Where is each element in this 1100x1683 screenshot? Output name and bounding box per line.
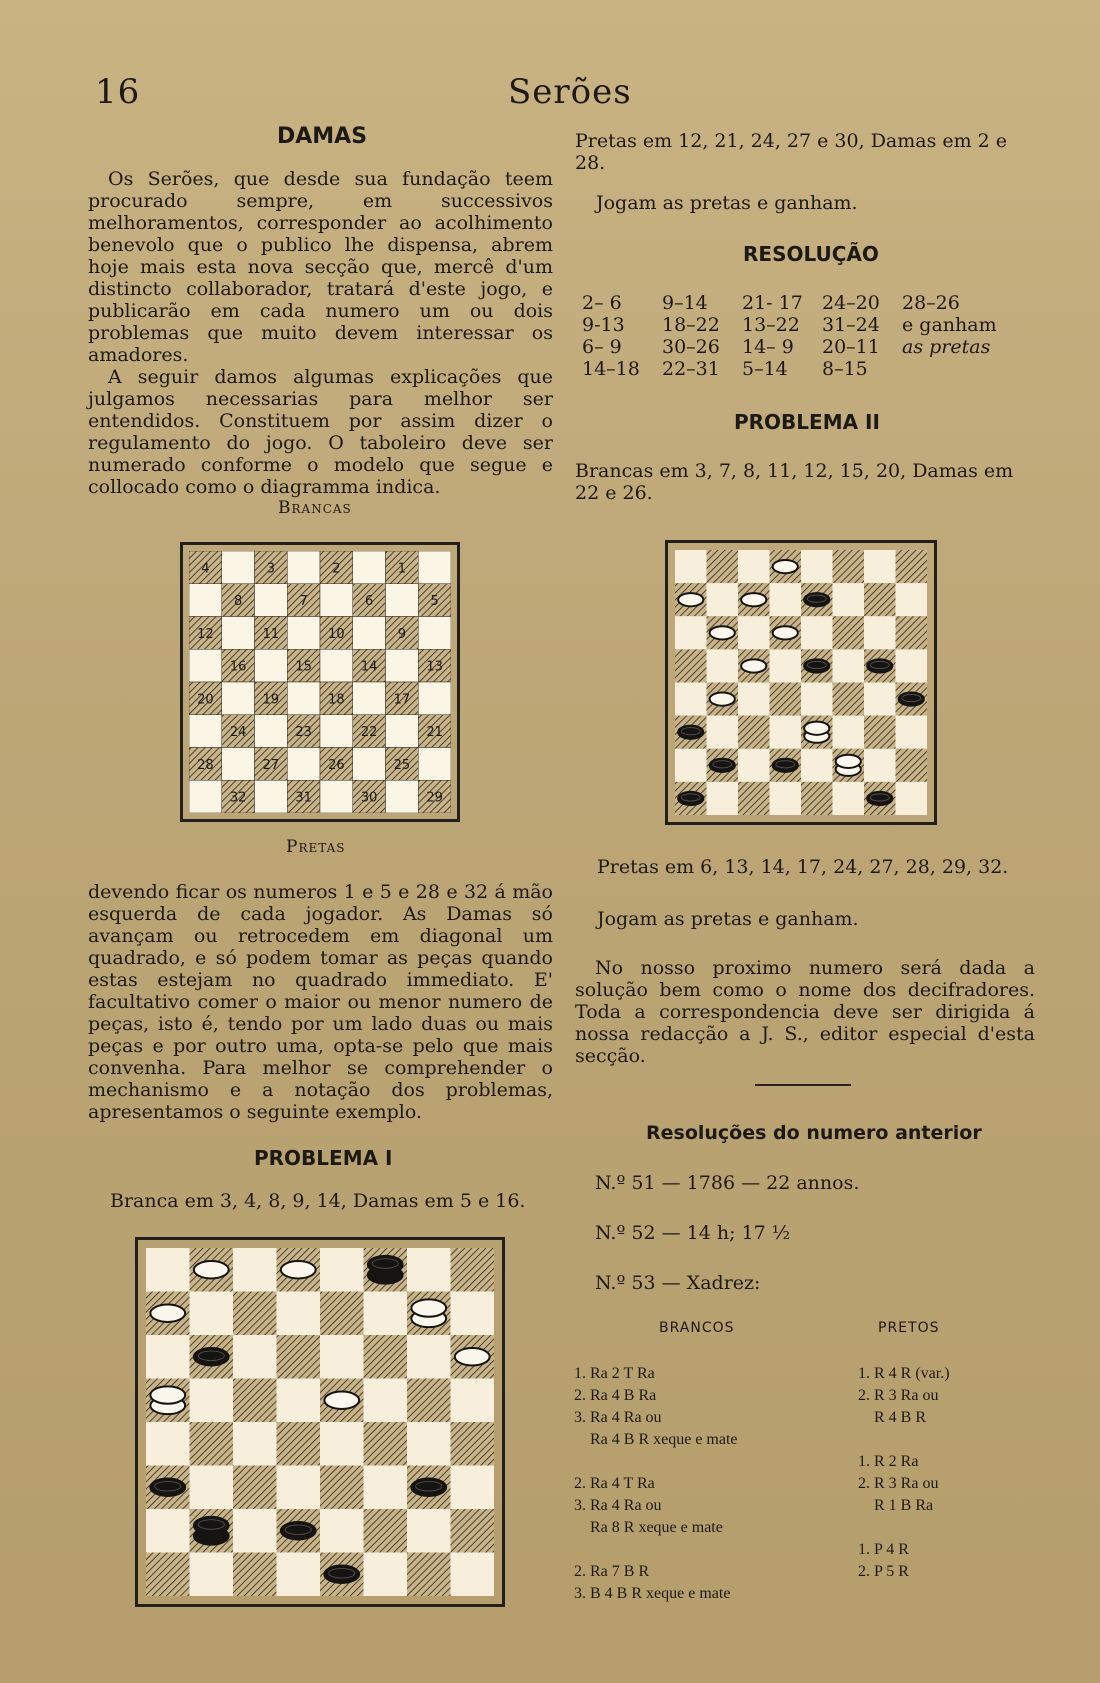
board-light-square [320, 1509, 364, 1553]
resolucao-cell: 24–20 [822, 292, 880, 314]
white-man-piece [741, 593, 766, 606]
resolucao-cell: 18–22 [662, 314, 720, 336]
board-playable-square [255, 649, 288, 682]
brancos-move: Ra 4 B R xeque e mate [590, 1431, 738, 1448]
square-number-label: 11 [262, 626, 280, 642]
resolucao-cell: 21- 17 [742, 292, 803, 314]
white-king-piece [836, 755, 861, 776]
black-man-piece [804, 659, 829, 672]
board-light-square [451, 1292, 495, 1336]
board-light-square [707, 782, 739, 815]
board-playable-square [222, 551, 255, 584]
board-light-square [233, 1248, 277, 1292]
board-light-square [451, 1379, 495, 1423]
square-number-label: 27 [262, 757, 280, 773]
board-hatched-square [364, 1422, 408, 1466]
board-light-square [364, 1466, 408, 1510]
square-number-label: 8 [233, 594, 243, 610]
black-man-piece [150, 1479, 185, 1496]
p1-jogam: Jogam as pretas e ganham. [596, 192, 858, 214]
black-king-piece [194, 1517, 229, 1545]
board-light-square [770, 716, 802, 749]
board-playable-square [386, 780, 419, 813]
board-hatched-square [233, 1292, 277, 1336]
pretos-move: R 1 B Ra [874, 1497, 934, 1514]
board-light-square [738, 683, 770, 716]
square-number-label: 13 [426, 659, 443, 675]
white-man-piece [324, 1392, 359, 1409]
board-playable-square [353, 551, 386, 584]
pretos-move: 2. R 3 Ra ou [858, 1387, 939, 1404]
square-number-label: 24 [229, 725, 247, 741]
board-light-square [801, 749, 833, 782]
board-light-square [364, 1379, 408, 1423]
white-man-piece [773, 560, 798, 573]
section-title: DAMAS [277, 124, 368, 149]
board-hatched-square [864, 716, 896, 749]
board-light-square [896, 583, 928, 616]
label-brancos: BRANCOS [659, 1320, 735, 1336]
square-number-label: 3 [266, 561, 276, 577]
board-light-square [320, 1335, 364, 1379]
board-light-square [864, 616, 896, 649]
problem2-board-frame [665, 540, 937, 825]
board-hatched-square [277, 1422, 321, 1466]
board-hatched-square [451, 1509, 495, 1553]
brancos-move: Ra 8 R xeque e mate [590, 1519, 723, 1536]
board-hatched-square [146, 1553, 190, 1597]
intro-paragraph: Os Serões, que desde sua fundação teem procurado sempre, em successivos melhoramentos, corresponder ao acolhimento benevolo que o publico lhe dispensa, abrem hoje mais esta nova secção que, mercê d'um distincto collaborador, tratará d'este jogo, e publicarão em cada numero um ou dois problemas que muito devem interessar os amadores. [88, 168, 553, 366]
board-hatched-square [707, 550, 739, 583]
board-light-square [675, 616, 707, 649]
board-light-square [407, 1422, 451, 1466]
board-hatched-square [233, 1379, 277, 1423]
board-playable-square [418, 748, 451, 781]
board-hatched-square [407, 1379, 451, 1423]
white-man-piece [710, 626, 735, 639]
board-light-square [738, 616, 770, 649]
pretos-move [858, 1517, 1058, 1539]
resolucoes-title: Resoluções do numero anterior [646, 1122, 982, 1144]
board-light-square [407, 1509, 451, 1553]
problem1-position: Branca em 3, 4, 8, 9, 14, Damas em 5 e 16. [110, 1190, 526, 1212]
board-playable-square [189, 649, 222, 682]
numbered-board [189, 551, 451, 813]
square-number-label: 21 [426, 725, 443, 741]
board-playable-square [189, 715, 222, 748]
white-man-piece [678, 593, 703, 606]
board-light-square [320, 1248, 364, 1292]
board-playable-square [353, 748, 386, 781]
square-number-label: 16 [229, 659, 247, 675]
square-number-label: 14 [360, 659, 378, 675]
black-man-piece [678, 792, 703, 805]
resolucao-cell: 31–24 [822, 314, 880, 336]
board-light-square [190, 1379, 234, 1423]
board-light-square [833, 583, 865, 616]
problem2-title: PROBLEMA II [734, 410, 880, 434]
board-hatched-square [801, 782, 833, 815]
brancos-move: 2. Ra 7 B R [574, 1563, 650, 1580]
rules-block [88, 881, 553, 1123]
board-playable-square [418, 551, 451, 584]
board-light-square [146, 1335, 190, 1379]
square-number-label: 15 [295, 659, 312, 675]
square-number-label: 25 [393, 757, 411, 773]
board-light-square [801, 683, 833, 716]
board-light-square [707, 716, 739, 749]
board-light-square [896, 649, 928, 682]
black-man-piece [678, 726, 703, 739]
board-light-square [364, 1292, 408, 1336]
black-king-piece [368, 1256, 403, 1284]
board-playable-square [189, 584, 222, 617]
square-number-label: 6 [364, 594, 374, 610]
board-playable-square [255, 715, 288, 748]
resolucao-row [582, 358, 1022, 380]
resolucao-row [582, 314, 1022, 336]
board-hatched-square [364, 1335, 408, 1379]
board-hatched-square [277, 1335, 321, 1379]
board-light-square [864, 683, 896, 716]
resolucao-cell: 5–14 [742, 358, 788, 380]
board-light-square [407, 1335, 451, 1379]
white-man-piece [455, 1348, 490, 1365]
board-light-square [233, 1422, 277, 1466]
board-hatched-square [320, 1292, 364, 1336]
brancos-moves [574, 1363, 824, 1605]
board-playable-square [320, 715, 353, 748]
board-light-square [675, 683, 707, 716]
resolucao-cell: 28–26 [902, 292, 960, 314]
board-light-square [451, 1466, 495, 1510]
board-hatched-square [738, 782, 770, 815]
pretos-move: R 4 B R [874, 1409, 927, 1426]
white-man-piece [741, 659, 766, 672]
resolucao-cell: 9–14 [662, 292, 708, 314]
board-light-square [707, 583, 739, 616]
board-light-square [146, 1248, 190, 1292]
board-hatched-square [190, 1422, 234, 1466]
res-item-53: N.º 53 — Xadrez: [595, 1272, 761, 1294]
p2-brancas: Brancas em 3, 7, 8, 11, 12, 15, 20, Damas em 22 e 26. [575, 460, 1014, 504]
board-hatched-square [896, 550, 928, 583]
p1-pretas: Pretas em 12, 21, 24, 27 e 30, Damas em 2 e 28. [575, 130, 1008, 174]
square-number-label: 10 [328, 626, 345, 642]
black-man-piece [899, 692, 924, 705]
board-light-square [770, 583, 802, 616]
board-light-square [864, 749, 896, 782]
problem1-board [146, 1248, 494, 1596]
board-light-square [675, 550, 707, 583]
label-pretos: PRETOS [878, 1320, 940, 1336]
board-playable-square [320, 780, 353, 813]
p2-jogam: Jogam as pretas e ganham. [597, 908, 859, 930]
section-divider [755, 1084, 851, 1086]
square-number-label: 31 [295, 790, 312, 806]
brancos-move: 1. Ra 2 T Ra [574, 1365, 655, 1382]
black-man-piece [194, 1348, 229, 1365]
notice-paragraph: No nosso proximo numero será dada a solução bem como o nome dos decifradores. Toda a correspondencia deve ser dirigida á nossa redacção a J. S., editor especial d'esta secção. [575, 957, 1035, 1067]
square-number-label: 12 [197, 626, 214, 642]
resolucao-title: RESOLUÇÃO [743, 242, 879, 266]
board-light-square [320, 1422, 364, 1466]
square-number-label: 23 [295, 725, 312, 741]
white-man-piece [773, 626, 798, 639]
square-number-label: 19 [262, 692, 280, 708]
resolucao-cell: 13–22 [742, 314, 800, 336]
board-light-square [896, 782, 928, 815]
board-light-square [770, 649, 802, 682]
white-king-piece [804, 722, 829, 743]
resolucao-cell: 14–18 [582, 358, 640, 380]
board-light-square [833, 649, 865, 682]
board-light-square [146, 1422, 190, 1466]
board-light-square [190, 1466, 234, 1510]
resolucao-row [582, 292, 1022, 314]
board-playable-square [386, 584, 419, 617]
brancos-move: 3. Ra 4 Ra ou [574, 1497, 662, 1514]
board-playable-square [255, 584, 288, 617]
board-light-square [233, 1509, 277, 1553]
resolucao-cell: 30–26 [662, 336, 720, 358]
black-man-piece [281, 1522, 316, 1539]
board-hatched-square [896, 616, 928, 649]
board-playable-square [353, 682, 386, 715]
board-playable-square [353, 617, 386, 650]
black-man-piece [773, 759, 798, 772]
resolucao-cell: 6– 9 [582, 336, 622, 358]
board-light-square [146, 1509, 190, 1553]
board-playable-square [287, 551, 320, 584]
square-number-label: 7 [299, 594, 308, 610]
board-light-square [833, 782, 865, 815]
board-light-square [896, 716, 928, 749]
board-hatched-square [233, 1466, 277, 1510]
resolucao-table [582, 292, 1022, 380]
res-item-52: N.º 52 — 14 h; 17 ½ [595, 1222, 791, 1244]
brancos-move [574, 1451, 824, 1473]
pretos-move [858, 1583, 1058, 1605]
board-playable-square [418, 682, 451, 715]
board-hatched-square [833, 616, 865, 649]
square-number-label: 17 [393, 692, 411, 708]
board-playable-square [386, 649, 419, 682]
rules-paragraph: devendo ficar os numeros 1 e 5 e 28 e 32 á mão esquerda de cada jogador. As Damas só avançam ou retrocedem em diagonal um quadrado, e só podem tomar as peças quando estas estejam no quadrado immediato. E' facultativo comer o maior ou menor numero de peças, isto é, tendo por um lado duas ou mais peças e por outro uma, opta-se pelo que mais convenha. Para melhor se comprehender o mechanismo e a notação dos problemas, apresentamos o seguinte exemplo. [88, 881, 553, 1123]
resolucao-cell: 20–11 [822, 336, 880, 358]
white-king-piece [411, 1299, 446, 1327]
square-number-label: 30 [360, 790, 378, 806]
board-playable-square [222, 748, 255, 781]
res-item-51: N.º 51 — 1786 — 22 annos. [595, 1172, 860, 1194]
numbered-board-frame [180, 542, 460, 822]
board-light-square [190, 1292, 234, 1336]
brancos-move: 2. Ra 4 T Ra [574, 1475, 655, 1492]
board-light-square [675, 749, 707, 782]
square-number-label: 20 [197, 692, 214, 708]
board-hatched-square [833, 683, 865, 716]
board-light-square [407, 1248, 451, 1292]
white-man-piece [150, 1305, 185, 1322]
board-light-square [233, 1335, 277, 1379]
board-hatched-square [451, 1248, 495, 1292]
board-playable-square [418, 617, 451, 650]
resolucao-cell: 9-13 [582, 314, 625, 336]
board-light-square [190, 1553, 234, 1597]
brancos-move [574, 1539, 824, 1561]
board-playable-square [386, 715, 419, 748]
board-playable-square [222, 682, 255, 715]
white-king-piece [150, 1386, 185, 1414]
board-light-square [738, 749, 770, 782]
explanation-paragraph: A seguir damos algumas explicações que julgamos necessarias para melhor ser entendidos. Constituem por assim dizer o regulamento do jogo. O taboleiro deve ser numerado conforme o modelo que segue e collocado como o diagramma indica. [88, 366, 553, 498]
board-hatched-square [451, 1422, 495, 1466]
black-man-piece [867, 792, 892, 805]
pretos-move: 1. R 4 R (var.) [858, 1365, 950, 1382]
board-hatched-square [738, 716, 770, 749]
problem2-board [675, 550, 927, 815]
resolucao-cell: 22–31 [662, 358, 720, 380]
board-playable-square [320, 584, 353, 617]
board-hatched-square [896, 749, 928, 782]
board-light-square [277, 1292, 321, 1336]
brancos-move: 3. B 4 B R xeque e mate [574, 1585, 731, 1602]
board-playable-square [287, 617, 320, 650]
board-light-square [738, 550, 770, 583]
square-number-label: 2 [332, 561, 341, 577]
square-number-label: 4 [201, 561, 210, 577]
board-light-square [277, 1379, 321, 1423]
board-playable-square [287, 748, 320, 781]
board-hatched-square [233, 1553, 277, 1597]
board-hatched-square [864, 583, 896, 616]
board-light-square [864, 550, 896, 583]
board-light-square [364, 1553, 408, 1597]
pretos-move: 2. P 5 R [858, 1563, 909, 1580]
board-playable-square [320, 649, 353, 682]
intro-block [88, 168, 553, 498]
p2-pretas: Pretas em 6, 13, 14, 17, 24, 27, 28, 29, 32. [597, 856, 1009, 878]
square-number-label: 9 [397, 626, 407, 642]
square-number-label: 32 [229, 790, 247, 806]
notice-block [575, 957, 1035, 1067]
board-playable-square [222, 617, 255, 650]
problem1-board-frame [135, 1237, 505, 1607]
white-man-piece [281, 1261, 316, 1278]
board-light-square [277, 1466, 321, 1510]
board-light-square [770, 782, 802, 815]
pretos-move: 1. R 2 Ra [858, 1453, 919, 1470]
brancos-move: 3. Ra 4 Ra ou [574, 1409, 662, 1426]
black-man-piece [411, 1479, 446, 1496]
problem1-title: PROBLEMA I [254, 1146, 393, 1170]
board-hatched-square [675, 649, 707, 682]
board-light-square [707, 649, 739, 682]
label-brancas: Brancas [278, 498, 352, 518]
square-number-label: 1 [397, 561, 407, 577]
resolucao-cell: as pretas [902, 336, 991, 358]
black-man-piece [324, 1566, 359, 1583]
board-light-square [801, 550, 833, 583]
label-pretas: Pretas [286, 837, 346, 857]
running-title: Serões [508, 72, 632, 112]
pretos-moves [858, 1363, 1058, 1605]
resolucao-row [582, 336, 1022, 358]
page-number: 16 [95, 72, 141, 112]
resolucao-cell: 8–15 [822, 358, 868, 380]
board-light-square [833, 716, 865, 749]
board-light-square [277, 1553, 321, 1597]
pretos-move: 2. R 3 Ra ou [858, 1475, 939, 1492]
board-hatched-square [770, 683, 802, 716]
black-man-piece [867, 659, 892, 672]
white-man-piece [710, 692, 735, 705]
board-light-square [451, 1553, 495, 1597]
board-hatched-square [833, 550, 865, 583]
board-hatched-square [320, 1466, 364, 1510]
square-number-label: 28 [197, 757, 214, 773]
board-light-square [801, 616, 833, 649]
resolucao-cell [902, 358, 1022, 380]
square-number-label: 26 [328, 757, 345, 773]
white-man-piece [194, 1261, 229, 1278]
black-man-piece [710, 759, 735, 772]
board-playable-square [255, 780, 288, 813]
square-number-label: 22 [360, 725, 378, 741]
board-hatched-square [364, 1509, 408, 1553]
board-playable-square [189, 780, 222, 813]
square-number-label: 18 [328, 692, 345, 708]
resolucao-cell: e ganham [902, 314, 997, 336]
board-hatched-square [407, 1553, 451, 1597]
board-playable-square [287, 682, 320, 715]
resolucao-cell: 2– 6 [582, 292, 622, 314]
square-number-label: 5 [430, 594, 439, 610]
pretos-move: 1. P 4 R [858, 1541, 909, 1558]
pretos-move [858, 1429, 1058, 1451]
resolucao-cell: 14– 9 [742, 336, 794, 358]
black-man-piece [804, 593, 829, 606]
square-number-label: 29 [426, 790, 443, 806]
brancos-move: 2. Ra 4 B Ra [574, 1387, 657, 1404]
